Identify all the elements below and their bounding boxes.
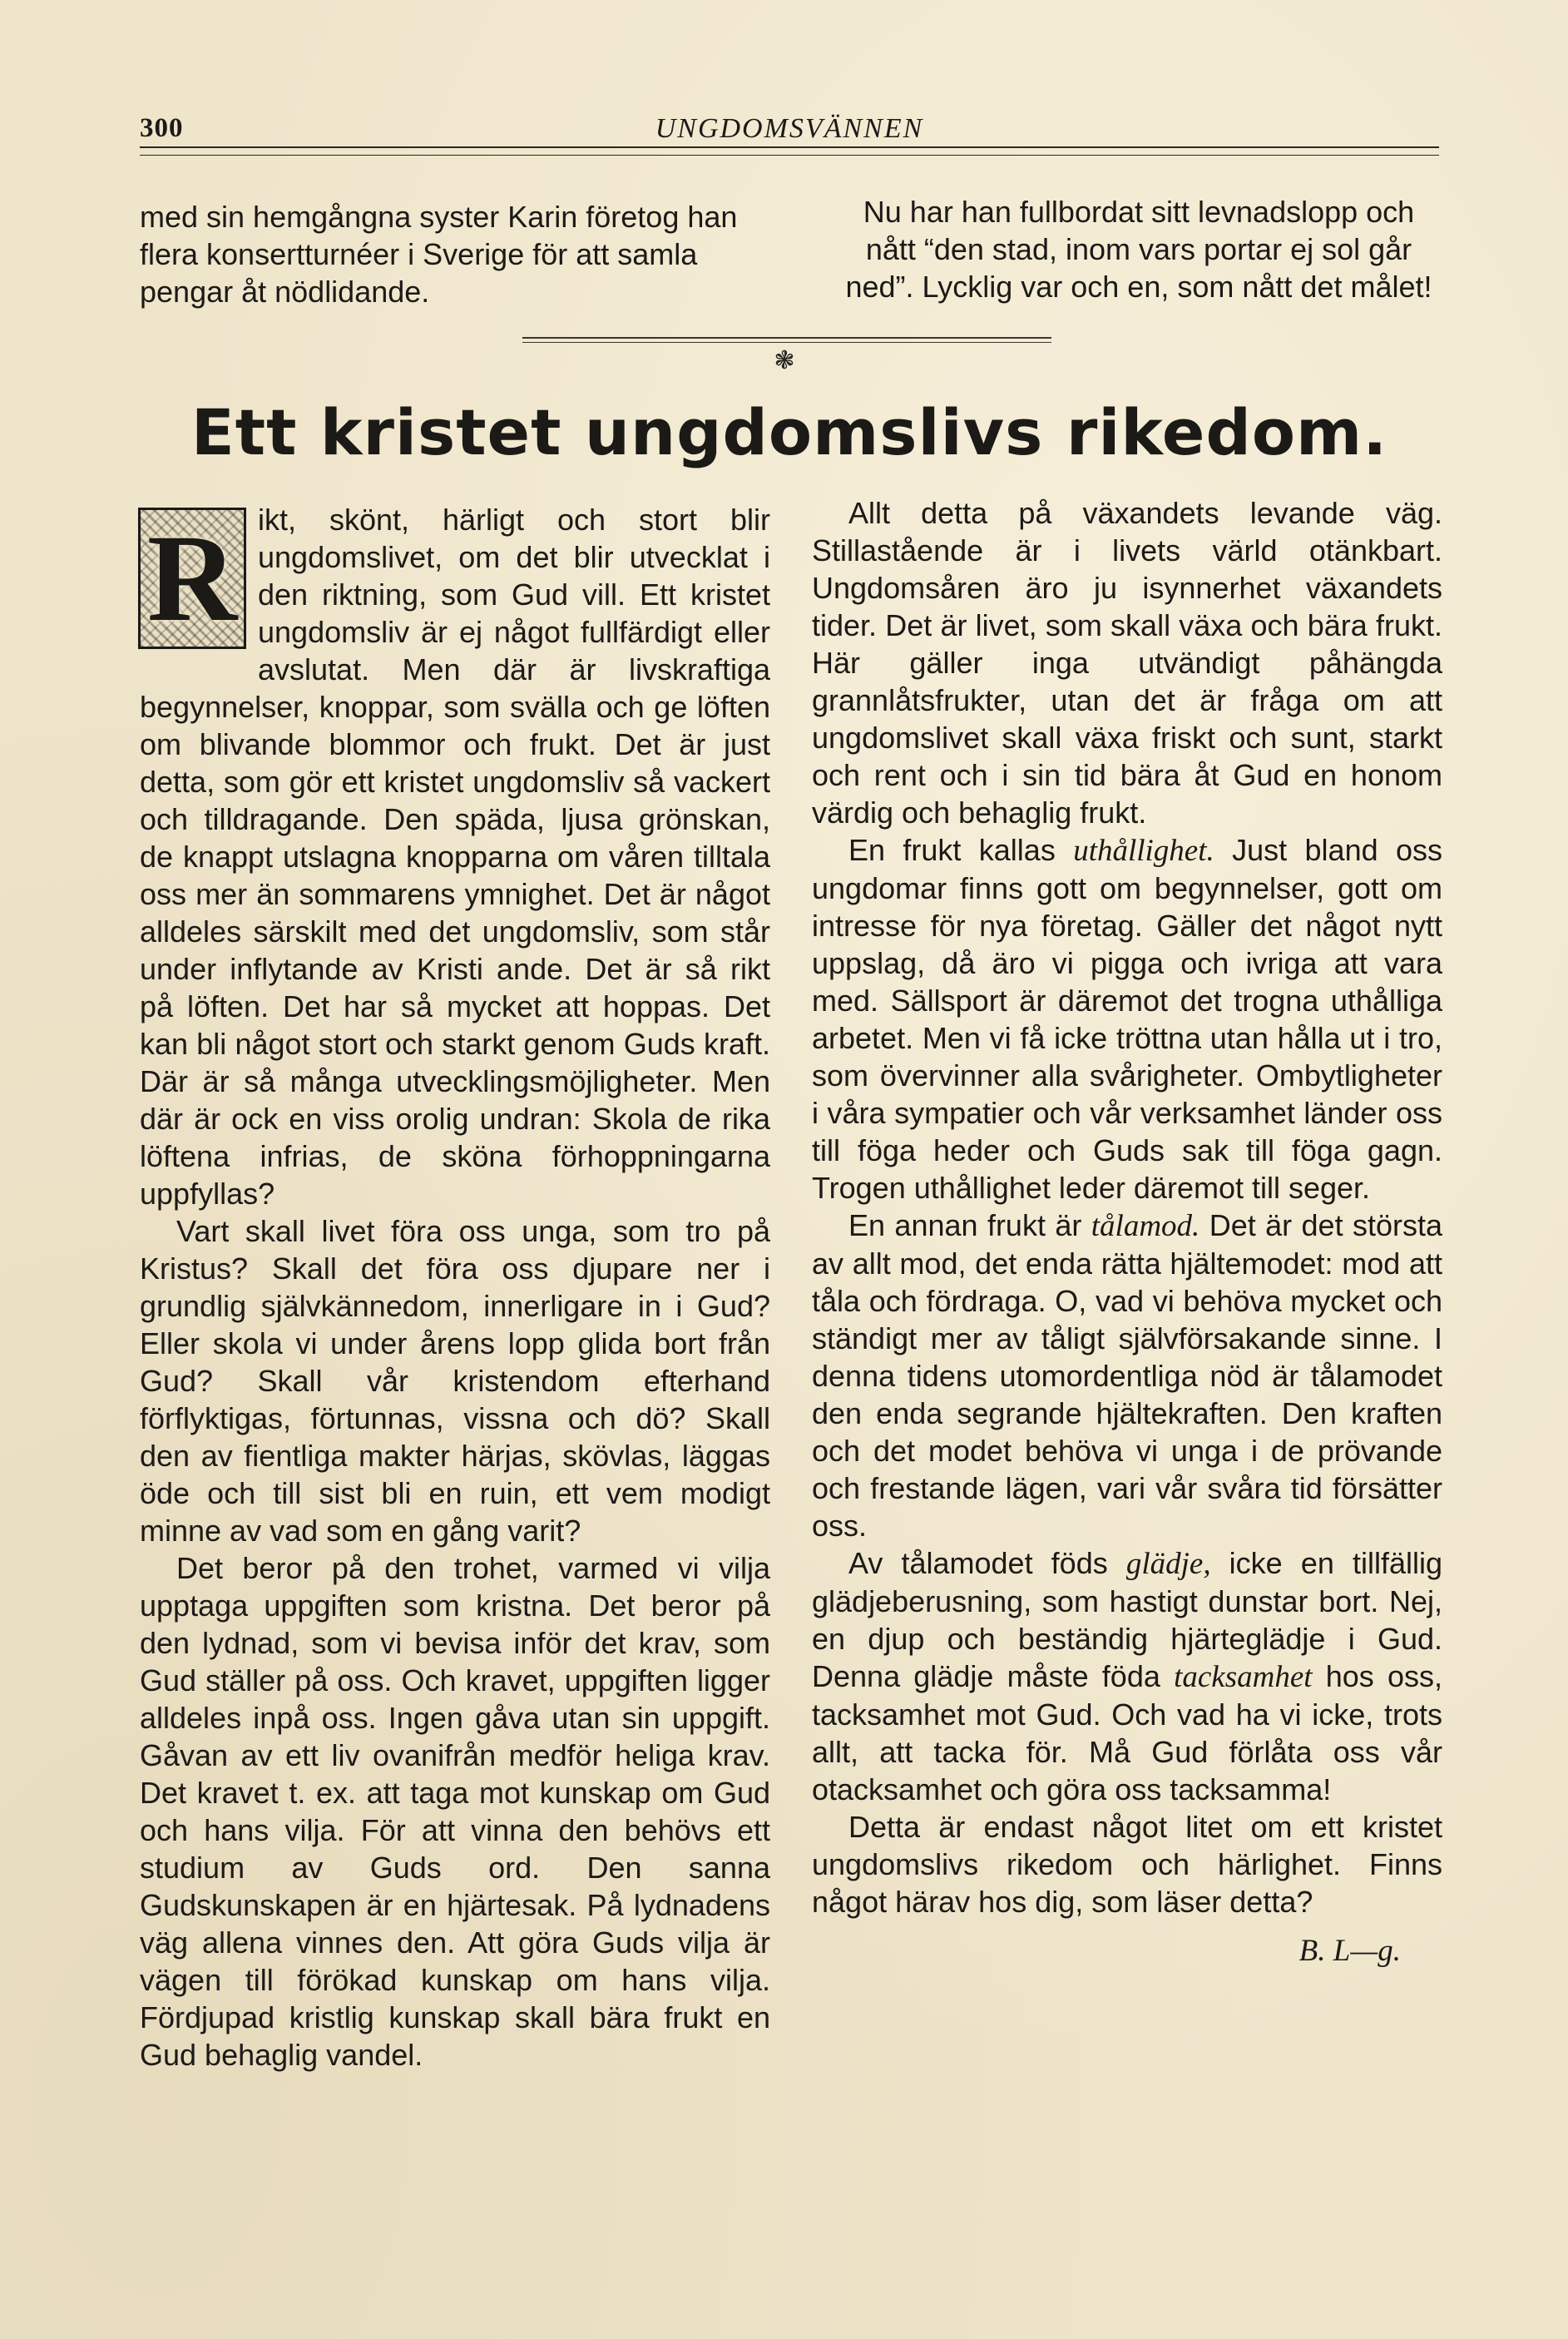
article-paragraph: Det beror på den trohet, varmed vi vilja upptaga uppgiften som kristna. Det beror på den lydnad, som vi bevisa inför det krav, som Gud ställer på oss. Och kravet, uppgiften ligger alldeles inpå oss. Ingen gåva utan sin uppgift. Gåvan av ett liv ovanifrån medför heliga krav. Det kravet t. ex. att taga mot kunskap om Gud och hans vilja. För att vinna den behövs ett studium av Guds ord. Den sanna Gudskunskapen är en hjärtesak. På lydnadens väg allena vinnes den. Att göra Guds vilja är vägen till förökad kunskap om hans vilja. Fördjupad kristlig kunskap skall bära frukt en Gud behaglig vandel. (140, 1551, 770, 2072)
flower-ornament-icon: ❃ (774, 347, 795, 374)
article-paragraph: Detta är endast något litet om ett kristet ungdomslivs rikedom och härlighet. Finns något härav hos dig, som läser detta? (812, 1810, 1442, 1919)
text-run: icke en tillfällig glädjeberusning, som hastigt dunstar bort. Nej, en djup och beständig hjärteglädje i Gud. Denna glädje måste föda (812, 1546, 1443, 1693)
emphasis-text: tålamod. (1091, 1209, 1200, 1243)
header-rule-thin (140, 155, 1439, 156)
author-signature: B. L—g. (1298, 1934, 1401, 1968)
article-paragraph: Allt detta på växandets levande väg. Stillastående är i livets värld otänkbart. Ungdomsåren äro ju isynnerhet växandets tider. Det är livet, som skall växa och bära frukt. Här gäller inga utvändigt påhängda grannlåtsfrukter, utan det är fråga om att ungdomslivet skall växa friskt och sunt, starkt och rent och i sin tid bära åt Gud en honom värdig och behaglig frukt. (812, 496, 1442, 830)
emphasis-text: tacksamhet (1174, 1660, 1313, 1694)
drop-cap-initial (138, 508, 246, 649)
previous-article-left-text: med sin hemgångna syster Karin företog han flera konsertturnéer i Sverige för att samla pengar åt nödlidande. (140, 200, 738, 309)
emphasis-text: uthållighet. (1073, 834, 1214, 868)
article-right-column (812, 494, 1442, 1970)
header-rule (140, 146, 1439, 148)
text-run: Det är det största av allt mod, det enda rätta hjältemodet: mod att tåla och fördraga. O, vad vi behöva mycket och ständigt mer av tåligt självförsakande sinne. I denna tidens utomordentliga nöd är tålamodet den enda segrande hjältekraften. Den kraften och det modet behöva vi unga i de prövande och frestande lägen, vari vår svåra tid försätter oss. (812, 1208, 1443, 1543)
text-run: Just bland oss ungdomar finns gott om begynnelser, gott om intresse för nya företag. Gäller det något nytt uppslag, då äro vi pigga och ivriga att vara med. Sällsport är däremot det trogna uthålliga arbetet. Men vi få icke tröttna utan hålla ut i tro, som övervinner alla svårigheter. Ombytligheter i våra sympatier och vår verksamhet länder oss till föga heder och Guds sak till föga gagn. Trogen uthållighet leder däremot till seger. (812, 833, 1442, 1205)
article-paragraph-text: ikt, skönt, härligt och stort blir ungdomslivet, om det blir utvecklat i den riktning, som Gud vill. Ett kristet ungdomsliv är ej något fullfärdigt eller avslutat. Men där är livskraftiga begynnelser, knoppar, som svälla och ge löften om blivande blommor och frukt. Det är just detta, som gör ett kristet ungdomsliv så vackert och tilldragande. Den späda, ljusa grönskan, de knappt utslagna knopparna om våren tilltala oss mer än sommarens ymnighet. Det är något alldeles särskilt med det ungdomsliv, som står under inflytande av Kristi ande. Det är så rikt på löften. Det har så mycket att hoppas. Det kan bli något stort och starkt genom Guds kraft. Där är så många utvecklingsmöjligheter. Men där är ock en viss orolig undran: Skola de rika löftena infrias, de sköna förhoppningarna uppfyllas? (140, 503, 770, 1211)
text-run: En frukt kallas (848, 833, 1074, 867)
text-run: En annan frukt är (848, 1208, 1091, 1242)
article-paragraph (140, 501, 770, 1212)
text-run: hos oss, tacksamhet mot Gud. Och vad ha vi icke, trots allt, att tacka för. Må Gud förlåta oss vår otacksamhet och göra oss tacksamma! (812, 1659, 1442, 1806)
article-paragraph (812, 831, 1442, 1207)
text-run: Av tålamodet föds (848, 1546, 1126, 1580)
article-paragraph: Vart skall livet föra oss unga, som tro på Kristus? Skall det föra oss djupare ner i grundlig självkännedom, innerligare in i Gud? Eller skola vi under årens lopp glida bort från Gud? Skall vår kristendom efterhand förflyktigas, förtunnas, vissna och dö? Skall den av fientliga makter härjas, skövlas, läggas öde och till sist bli en ruin, ett vem modigt minne av vad som en gång varit? (140, 1214, 770, 1548)
section-divider-thin (522, 342, 1051, 343)
previous-article-right (840, 193, 1437, 305)
running-head (140, 107, 1439, 148)
journal-title: UNGDOMSVÄNNEN (655, 113, 924, 144)
article-left-column (140, 501, 770, 2074)
previous-article-left (140, 198, 769, 310)
drop-cap-letter: R (146, 509, 238, 647)
page-number: 300 (140, 113, 184, 143)
article-paragraph (812, 1544, 1442, 1808)
previous-article-right-text: Nu har han fullbordat sitt levnadslopp och nått “den stad, inom vars portar ej sol går ned”. Lycklig var och en, som nått det målet! (845, 195, 1432, 304)
article-title: Ett kristet ungdomslivs rikedom. (190, 395, 1388, 469)
emphasis-text: glädje, (1125, 1547, 1211, 1581)
section-divider (522, 337, 1051, 339)
article-paragraph (812, 1207, 1442, 1544)
